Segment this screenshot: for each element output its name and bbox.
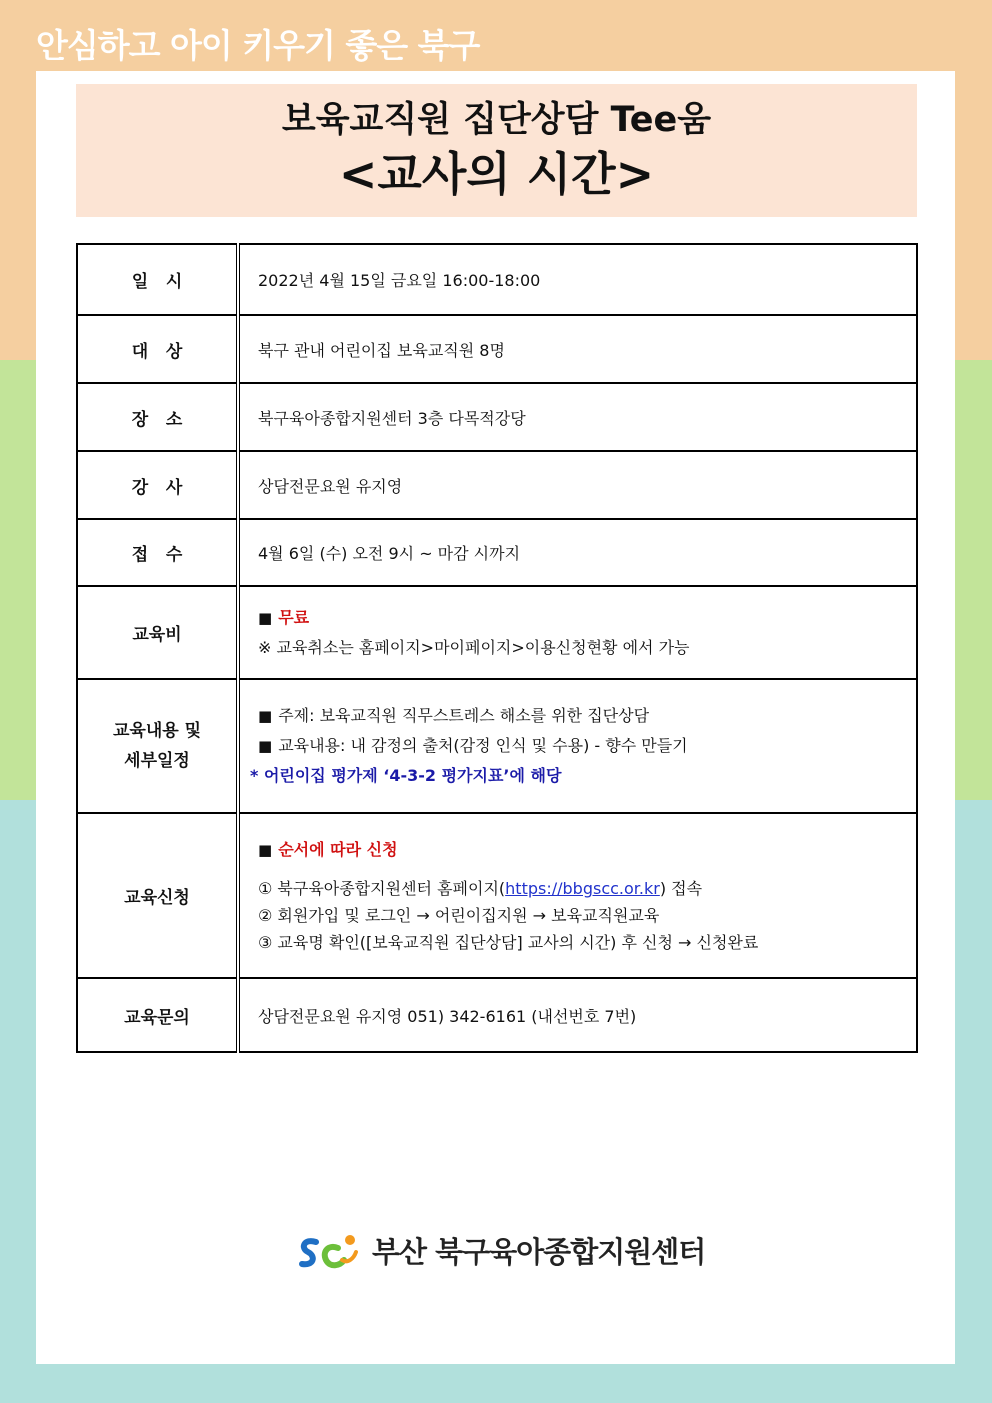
label-target: 대 상: [77, 315, 238, 383]
label-date: 일 시: [77, 244, 238, 315]
content-note: * 어린이집 평가제 ‘4-3-2 평가지표’에 해당: [250, 766, 562, 785]
content-detail-line: [250, 731, 916, 761]
apply-step3: ③ 교육명 확인([보육교직원 집단상담] 교사의 시간) 후 신청 → 신청완료: [258, 933, 759, 952]
fee-free: 무료: [278, 607, 310, 627]
fee-note: ※ 교육취소는 홈페이지>마이페이지>이용신청현황 에서 가능: [258, 637, 690, 657]
value-fee: [238, 586, 917, 679]
label-content-line1: 교육내용 및: [112, 721, 202, 741]
value-inquiry: 상담전문요원 유지영 051) 342-6161 (내선번호 7번): [238, 978, 917, 1052]
label-inquiry: 교육문의: [77, 978, 238, 1052]
slogan: 안심하고 아이 키우기 좋은 북구: [36, 26, 480, 65]
label-content-line2: 세부일정: [124, 751, 190, 771]
apply-step1-prefix: ① 북구육아종합지원센터 홈페이지(: [258, 879, 506, 898]
square-bullet-icon: ■: [258, 608, 273, 627]
label-reception: 접 수: [77, 519, 238, 586]
info-table: [76, 243, 918, 1053]
title-box: [76, 84, 917, 217]
value-place: 북구육아종합지원센터 3층 다목적강당: [238, 383, 917, 451]
row-reception: [77, 519, 917, 586]
label-lecturer: 강 사: [77, 451, 238, 519]
apply-heading-line: [258, 835, 916, 865]
label-apply: 교육신청: [77, 813, 238, 978]
label-fee: 교육비: [77, 586, 238, 679]
fee-line: [258, 603, 916, 633]
apply-heading: 순서에 따라 신청: [278, 840, 398, 859]
title-line1: 보육교직원 집단상담 Tee움: [281, 100, 712, 140]
label-place: 장 소: [77, 383, 238, 451]
apply-step1-suffix: ) 접속: [659, 879, 703, 898]
row-date: [77, 244, 917, 315]
value-lecturer: 상담전문요원 유지영: [238, 451, 917, 519]
apply-step2: ② 회원가입 및 로그인 → 어린이집지원 → 보육교직원교육: [258, 906, 660, 925]
title-line2: <교사의 시간>: [338, 147, 655, 201]
square-bullet-icon: ■: [258, 841, 273, 859]
content-topic: 주제: 보육교직원 직무스트레스 해소를 위한 집단상담: [278, 706, 650, 725]
square-bullet-icon: ■: [258, 737, 273, 755]
row-inquiry: [77, 978, 917, 1052]
apply-step1: [258, 875, 916, 902]
row-apply: [77, 813, 917, 978]
sc-logo-icon: [298, 1230, 358, 1276]
row-lecturer: [77, 451, 917, 519]
content-detail: 교육내용: 내 감정의 출처(감정 인식 및 수용) - 향수 만들기: [278, 736, 688, 755]
value-apply: [238, 813, 917, 978]
footer-org-name: 부산 북구육아종합지원센터: [372, 1235, 706, 1269]
label-content: [77, 679, 238, 813]
row-fee: [77, 586, 917, 679]
row-content: [77, 679, 917, 813]
row-target: [77, 315, 917, 383]
homepage-link[interactable]: https://bbgscc.or.kr: [505, 879, 660, 898]
row-place: [77, 383, 917, 451]
value-date: 2022년 4월 15일 금요일 16:00-18:00: [238, 244, 917, 315]
value-reception: 4월 6일 (수) 오전 9시 ~ 마감 시까지: [238, 519, 917, 586]
value-target: 북구 관내 어린이집 보육교직원 8명: [238, 315, 917, 383]
value-content: [238, 679, 917, 813]
content-topic-line: [250, 701, 916, 731]
square-bullet-icon: ■: [258, 707, 273, 725]
